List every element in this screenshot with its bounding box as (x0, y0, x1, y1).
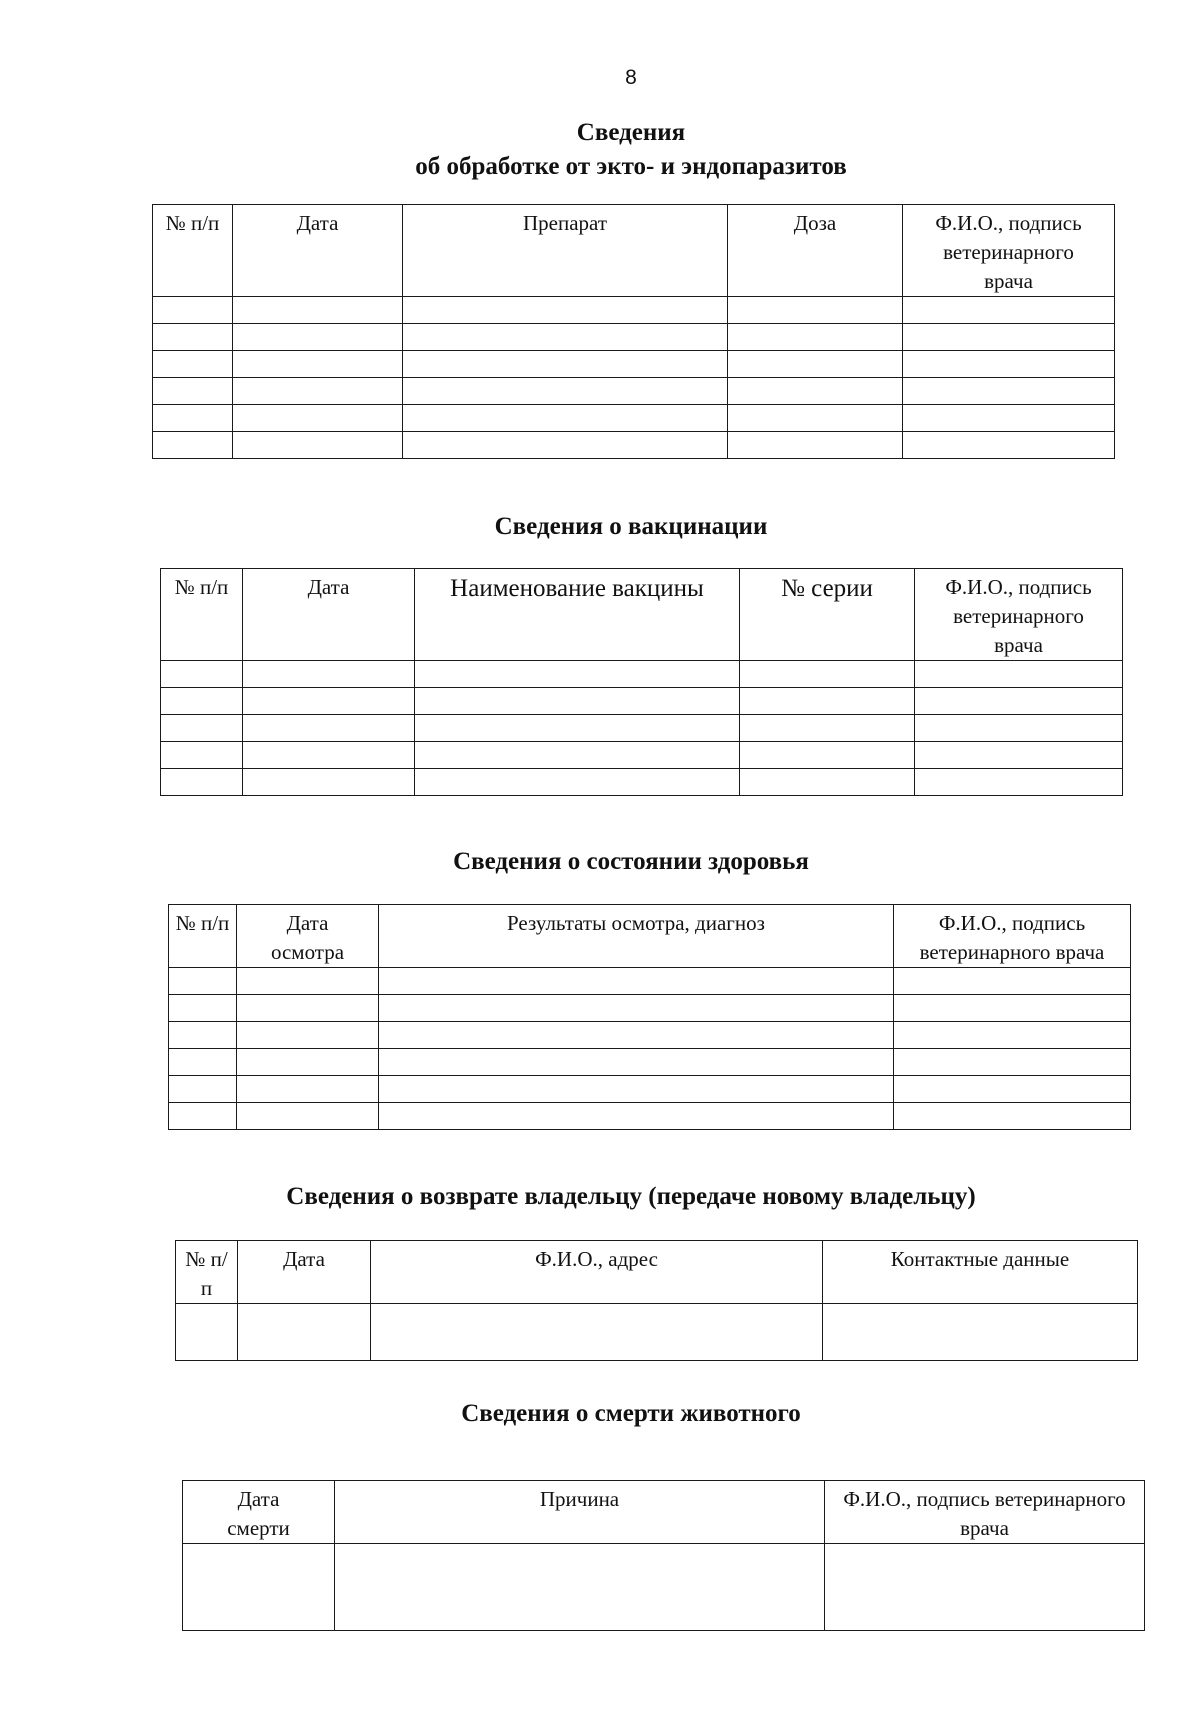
col-header-num: № п/п (176, 1241, 238, 1304)
table-cell[interactable] (728, 432, 903, 459)
table-cell[interactable] (233, 432, 403, 459)
table-cell[interactable] (894, 1049, 1131, 1076)
table-cell[interactable] (243, 769, 415, 796)
col-header-num: № п/п (153, 205, 233, 297)
table-cell[interactable] (728, 405, 903, 432)
table-cell[interactable] (243, 661, 415, 688)
table-cell[interactable] (379, 1076, 894, 1103)
table-cell[interactable] (728, 297, 903, 324)
table-cell[interactable] (415, 688, 740, 715)
health-title: Сведения о состоянии здоровья (453, 848, 809, 875)
table-row (169, 968, 1131, 995)
table-cell[interactable] (183, 1544, 335, 1631)
table-cell[interactable] (403, 432, 728, 459)
table-cell[interactable] (161, 715, 243, 742)
table-cell[interactable] (415, 769, 740, 796)
treatment-table (152, 204, 1115, 459)
vaccination-table (160, 568, 1123, 796)
col-header-date: Дата смерти (183, 1481, 335, 1544)
table-cell[interactable] (233, 405, 403, 432)
table-cell[interactable] (161, 769, 243, 796)
col-header-date: Дата (243, 569, 415, 661)
table-cell[interactable] (161, 661, 243, 688)
table-cell[interactable] (371, 1304, 823, 1361)
col-header-cause: Причина (335, 1481, 825, 1544)
col-header-date: Дата (238, 1241, 371, 1304)
table-row (161, 769, 1123, 796)
table-cell[interactable] (233, 297, 403, 324)
table-cell[interactable] (379, 1049, 894, 1076)
table-cell[interactable] (915, 715, 1123, 742)
table-cell[interactable] (335, 1544, 825, 1631)
table-cell[interactable] (403, 297, 728, 324)
table-cell[interactable] (169, 1049, 237, 1076)
table-cell[interactable] (233, 351, 403, 378)
table-cell[interactable] (233, 324, 403, 351)
table-cell[interactable] (237, 1076, 379, 1103)
table-cell[interactable] (903, 378, 1115, 405)
table-cell[interactable] (403, 378, 728, 405)
table-cell[interactable] (169, 1076, 237, 1103)
table-cell[interactable] (243, 715, 415, 742)
col-header-vet: Ф.И.О., подпись ветеринарного врача (825, 1481, 1145, 1544)
table-row (153, 432, 1115, 459)
table-cell[interactable] (728, 378, 903, 405)
table-cell[interactable] (153, 378, 233, 405)
col-header-num: № п/п (169, 905, 237, 968)
table-row (161, 715, 1123, 742)
col-header-name: Ф.И.О., адрес (371, 1241, 823, 1304)
table-cell[interactable] (161, 742, 243, 769)
table-cell[interactable] (169, 1022, 237, 1049)
table-cell[interactable] (237, 1049, 379, 1076)
table-cell[interactable] (894, 1022, 1131, 1049)
table-cell[interactable] (153, 297, 233, 324)
vaccination-title: Сведения о вакцинации (494, 513, 768, 540)
table-cell[interactable] (740, 742, 915, 769)
col-header-vet: Ф.И.О., подпись ветеринарного врача (903, 205, 1115, 297)
table-row (153, 405, 1115, 432)
table-cell[interactable] (894, 995, 1131, 1022)
col-header-result: Результаты осмотра, диагноз (379, 905, 894, 968)
table-row (153, 324, 1115, 351)
table-row (176, 1304, 1138, 1361)
col-header-series: № серии (740, 569, 915, 661)
table-cell[interactable] (903, 405, 1115, 432)
table-cell[interactable] (915, 661, 1123, 688)
table-cell[interactable] (740, 769, 915, 796)
table-cell[interactable] (894, 1076, 1131, 1103)
table-cell[interactable] (379, 1022, 894, 1049)
table-cell[interactable] (825, 1544, 1145, 1631)
col-header-contacts: Контактные данные (823, 1241, 1138, 1304)
health-table (168, 904, 1131, 1130)
col-header-vaccine: Наименование вакцины (415, 569, 740, 661)
treatment-title (0, 116, 1200, 184)
table-cell[interactable] (823, 1304, 1138, 1361)
page-number: 8 (625, 66, 637, 89)
col-header-vet: Ф.И.О., подпись ветеринарного врача (915, 569, 1123, 661)
col-header-dose: Доза (728, 205, 903, 297)
table-cell[interactable] (379, 968, 894, 995)
table-cell[interactable] (379, 995, 894, 1022)
table-cell[interactable] (728, 324, 903, 351)
col-header-date: Дата осмотра (237, 905, 379, 968)
table-cell[interactable] (415, 742, 740, 769)
table-cell[interactable] (153, 351, 233, 378)
table-cell[interactable] (728, 351, 903, 378)
table-cell[interactable] (894, 1103, 1131, 1130)
table-cell[interactable] (243, 742, 415, 769)
table-cell[interactable] (740, 715, 915, 742)
col-header-vet: Ф.И.О., подпись ветеринарного врача (894, 905, 1131, 968)
table-cell[interactable] (903, 324, 1115, 351)
table-cell[interactable] (237, 968, 379, 995)
table-cell[interactable] (243, 688, 415, 715)
table-cell[interactable] (403, 405, 728, 432)
table-cell[interactable] (903, 297, 1115, 324)
table-row (183, 1544, 1145, 1631)
return-table (175, 1240, 1138, 1361)
table-row (169, 1076, 1131, 1103)
table-row (161, 742, 1123, 769)
table-cell[interactable] (233, 378, 403, 405)
table-cell[interactable] (169, 995, 237, 1022)
table-row (153, 297, 1115, 324)
table-row (153, 378, 1115, 405)
table-row (169, 1103, 1131, 1130)
table-row (153, 351, 1115, 378)
col-header-date: Дата (233, 205, 403, 297)
table-cell[interactable] (740, 661, 915, 688)
table-cell[interactable] (915, 769, 1123, 796)
table-cell[interactable] (153, 432, 233, 459)
table-cell[interactable] (403, 351, 728, 378)
table-cell[interactable] (894, 968, 1131, 995)
table-cell[interactable] (169, 1103, 237, 1130)
table-cell[interactable] (237, 1103, 379, 1130)
table-cell[interactable] (379, 1103, 894, 1130)
table-cell[interactable] (176, 1304, 238, 1361)
table-row (169, 1022, 1131, 1049)
table-row (161, 661, 1123, 688)
treatment-title-line1: Сведения (576, 119, 686, 146)
table-row (169, 1049, 1131, 1076)
table-cell[interactable] (161, 688, 243, 715)
col-header-num: № п/п (161, 569, 243, 661)
table-row (161, 688, 1123, 715)
table-cell[interactable] (237, 1022, 379, 1049)
death-table (182, 1480, 1145, 1631)
treatment-title-line2: об обработке от экто- и эндопаразитов (415, 153, 847, 180)
table-cell[interactable] (153, 324, 233, 351)
table-cell[interactable] (915, 688, 1123, 715)
table-cell[interactable] (237, 995, 379, 1022)
table-row (169, 995, 1131, 1022)
col-header-drug: Препарат (403, 205, 728, 297)
table-cell[interactable] (740, 688, 915, 715)
table-cell[interactable] (238, 1304, 371, 1361)
table-cell[interactable] (915, 742, 1123, 769)
table-cell[interactable] (903, 432, 1115, 459)
return-title: Сведения о возврате владельцу (передаче новому владельцу) (286, 1183, 976, 1210)
table-cell[interactable] (415, 661, 740, 688)
table-cell[interactable] (415, 715, 740, 742)
table-cell[interactable] (903, 351, 1115, 378)
death-title: Сведения о смерти животного (461, 1400, 801, 1427)
table-cell[interactable] (403, 324, 728, 351)
table-cell[interactable] (153, 405, 233, 432)
table-cell[interactable] (169, 968, 237, 995)
